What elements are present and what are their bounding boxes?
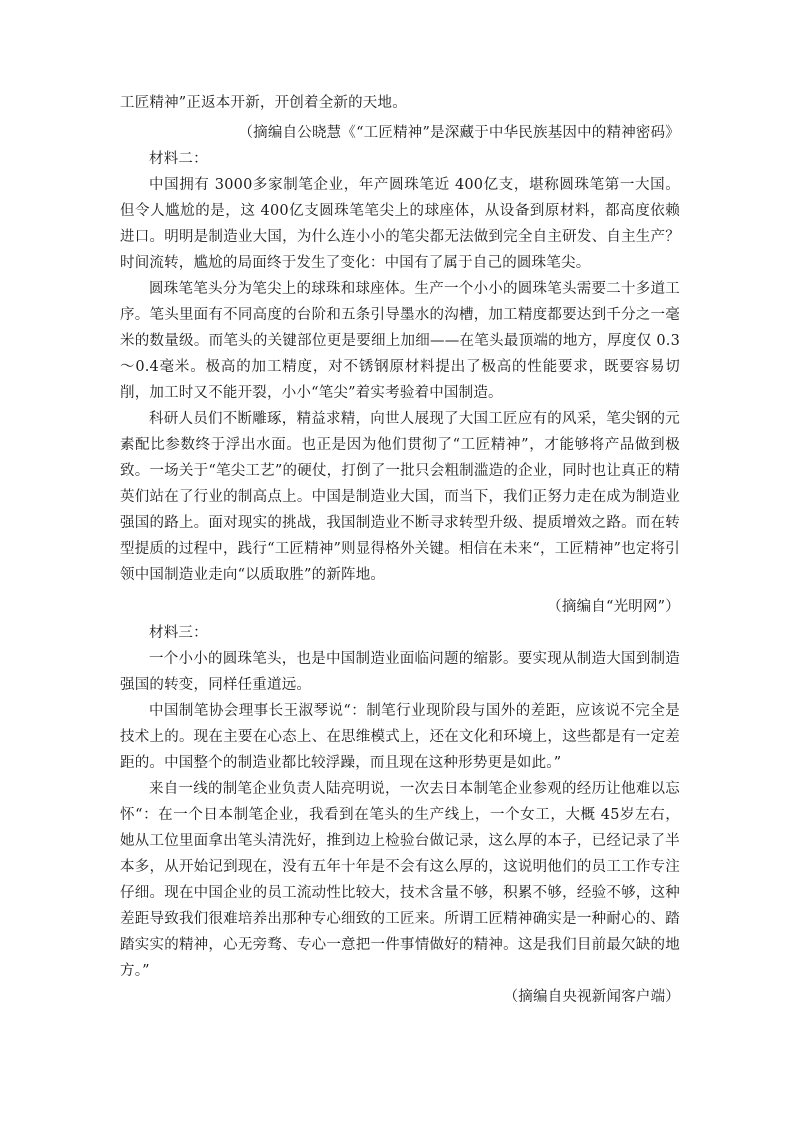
section-heading-material-3: 材料三： <box>149 625 208 641</box>
section-heading-material-2: 材料二： <box>149 151 208 167</box>
paragraph-material-2-3: 科研人员们不断雕琢，精益求精，向世人展现了大国工匠应有的风采，笔尖钢的元素配比参数终于浮出水面。也正是因为他们贯彻了“工匠精神”，才能够将产品做到极致。一场关于“笔尖工艺”的硬仗，打倒了一批只会粗制滥造的企业，同时也让真正的精英们站在了行业的制高点上。中国是制造业大国，而当下，我们正努力走在成为制造业强国的路上。面对现实的挑战，我国制造业不断寻求转型升级、提质增效之路。而在转型提质的过程中，践行“工匠精神”则显得格外关键。相信在未来“，工匠精神”也定将引领中国制造业走向“以质取胜”的新阵地。 <box>120 411 680 583</box>
paragraph-continuation: 工匠精神”正返本开新，开创着全新的天地。 <box>120 95 407 111</box>
source-citation-1: （摘编自公晓慧《“工匠精神”是深藏于中华民族基因中的精神密码》 <box>238 125 680 141</box>
source-citation-3: （摘编自央视新闻客户端） <box>503 989 680 1005</box>
paragraph-material-2-1: 中国拥有 3000多家制笔企业，年产圆珠笔近 400亿支，堪称圆珠笔第一大国。但令人尴尬的是，这 400亿支圆珠笔笔尖上的球座体，从设备到原材料，都高度依赖进口。明明是制造业大国，为什么连小小的笔尖都无法做到完全自主研发、自主生产？时间流转，尴尬的局面终于发生了变化：中国有了属于自己的圆珠笔尖。 <box>120 177 680 271</box>
paragraph-material-3-1: 一个小小的圆珠笔头，也是中国制造业面临问题的缩影。要实现从制造大国到制造强国的转变，同样任重道远。 <box>120 651 680 693</box>
document-page <box>120 90 680 1010</box>
paragraph-material-2-2: 圆珠笔笔头分为笔尖上的球珠和球座体。生产一个小小的圆珠笔头需要二十多道工序。笔头里面有不同高度的台阶和五条引导墨水的沟槽，加工精度都要达到千分之一毫米的数量级。而笔头的关键部位更是要细上加细——在笔头最顶端的地方，厚度仅 0.3～0.4毫米。极高的加工精度，对不锈钢原材料提出了极高的性能要求，既要容易切削，加工时又不能开裂，小小“笔尖”着实考验着中国制造。 <box>120 281 680 401</box>
source-citation-2: （摘编自“光明网”） <box>547 599 680 615</box>
paragraph-material-3-2: 中国制笔协会理事长王淑琴说“：制笔行业现阶段与国外的差距，应该说不完全是技术上的。现在主要在心态上、在思维模式上，还在文化和环境上，这些都是有一定差距的。中国整个的制造业都比较浮躁，而且现在这种形势更是如此。” <box>120 703 680 771</box>
paragraph-material-3-3: 来自一线的制笔企业负责人陆亮明说，一次去日本制笔企业参观的经历让他难以忘怀“：在一个日本制笔企业，我看到在笔头的生产线上，一个女工，大概 45岁左右，她从工位里面拿出笔头清洗好，推到边上检验台做记录，这么厚的本子，已经记录了半本多，从开始记到现在，没有五年十年是不会有这么厚的，这说明他们的员工工作专注仔细。现在中国企业的员工流动性比较大，技术含量不够，积累不够，经验不够，这种差距导致我们很难培养出那种专心细致的工匠来。所谓工匠精神确实是一种耐心的、踏踏实实的精神，心无旁骛、专心一意把一件事情做好的精神。这是我们目前最欠缺的地方。” <box>120 781 680 979</box>
